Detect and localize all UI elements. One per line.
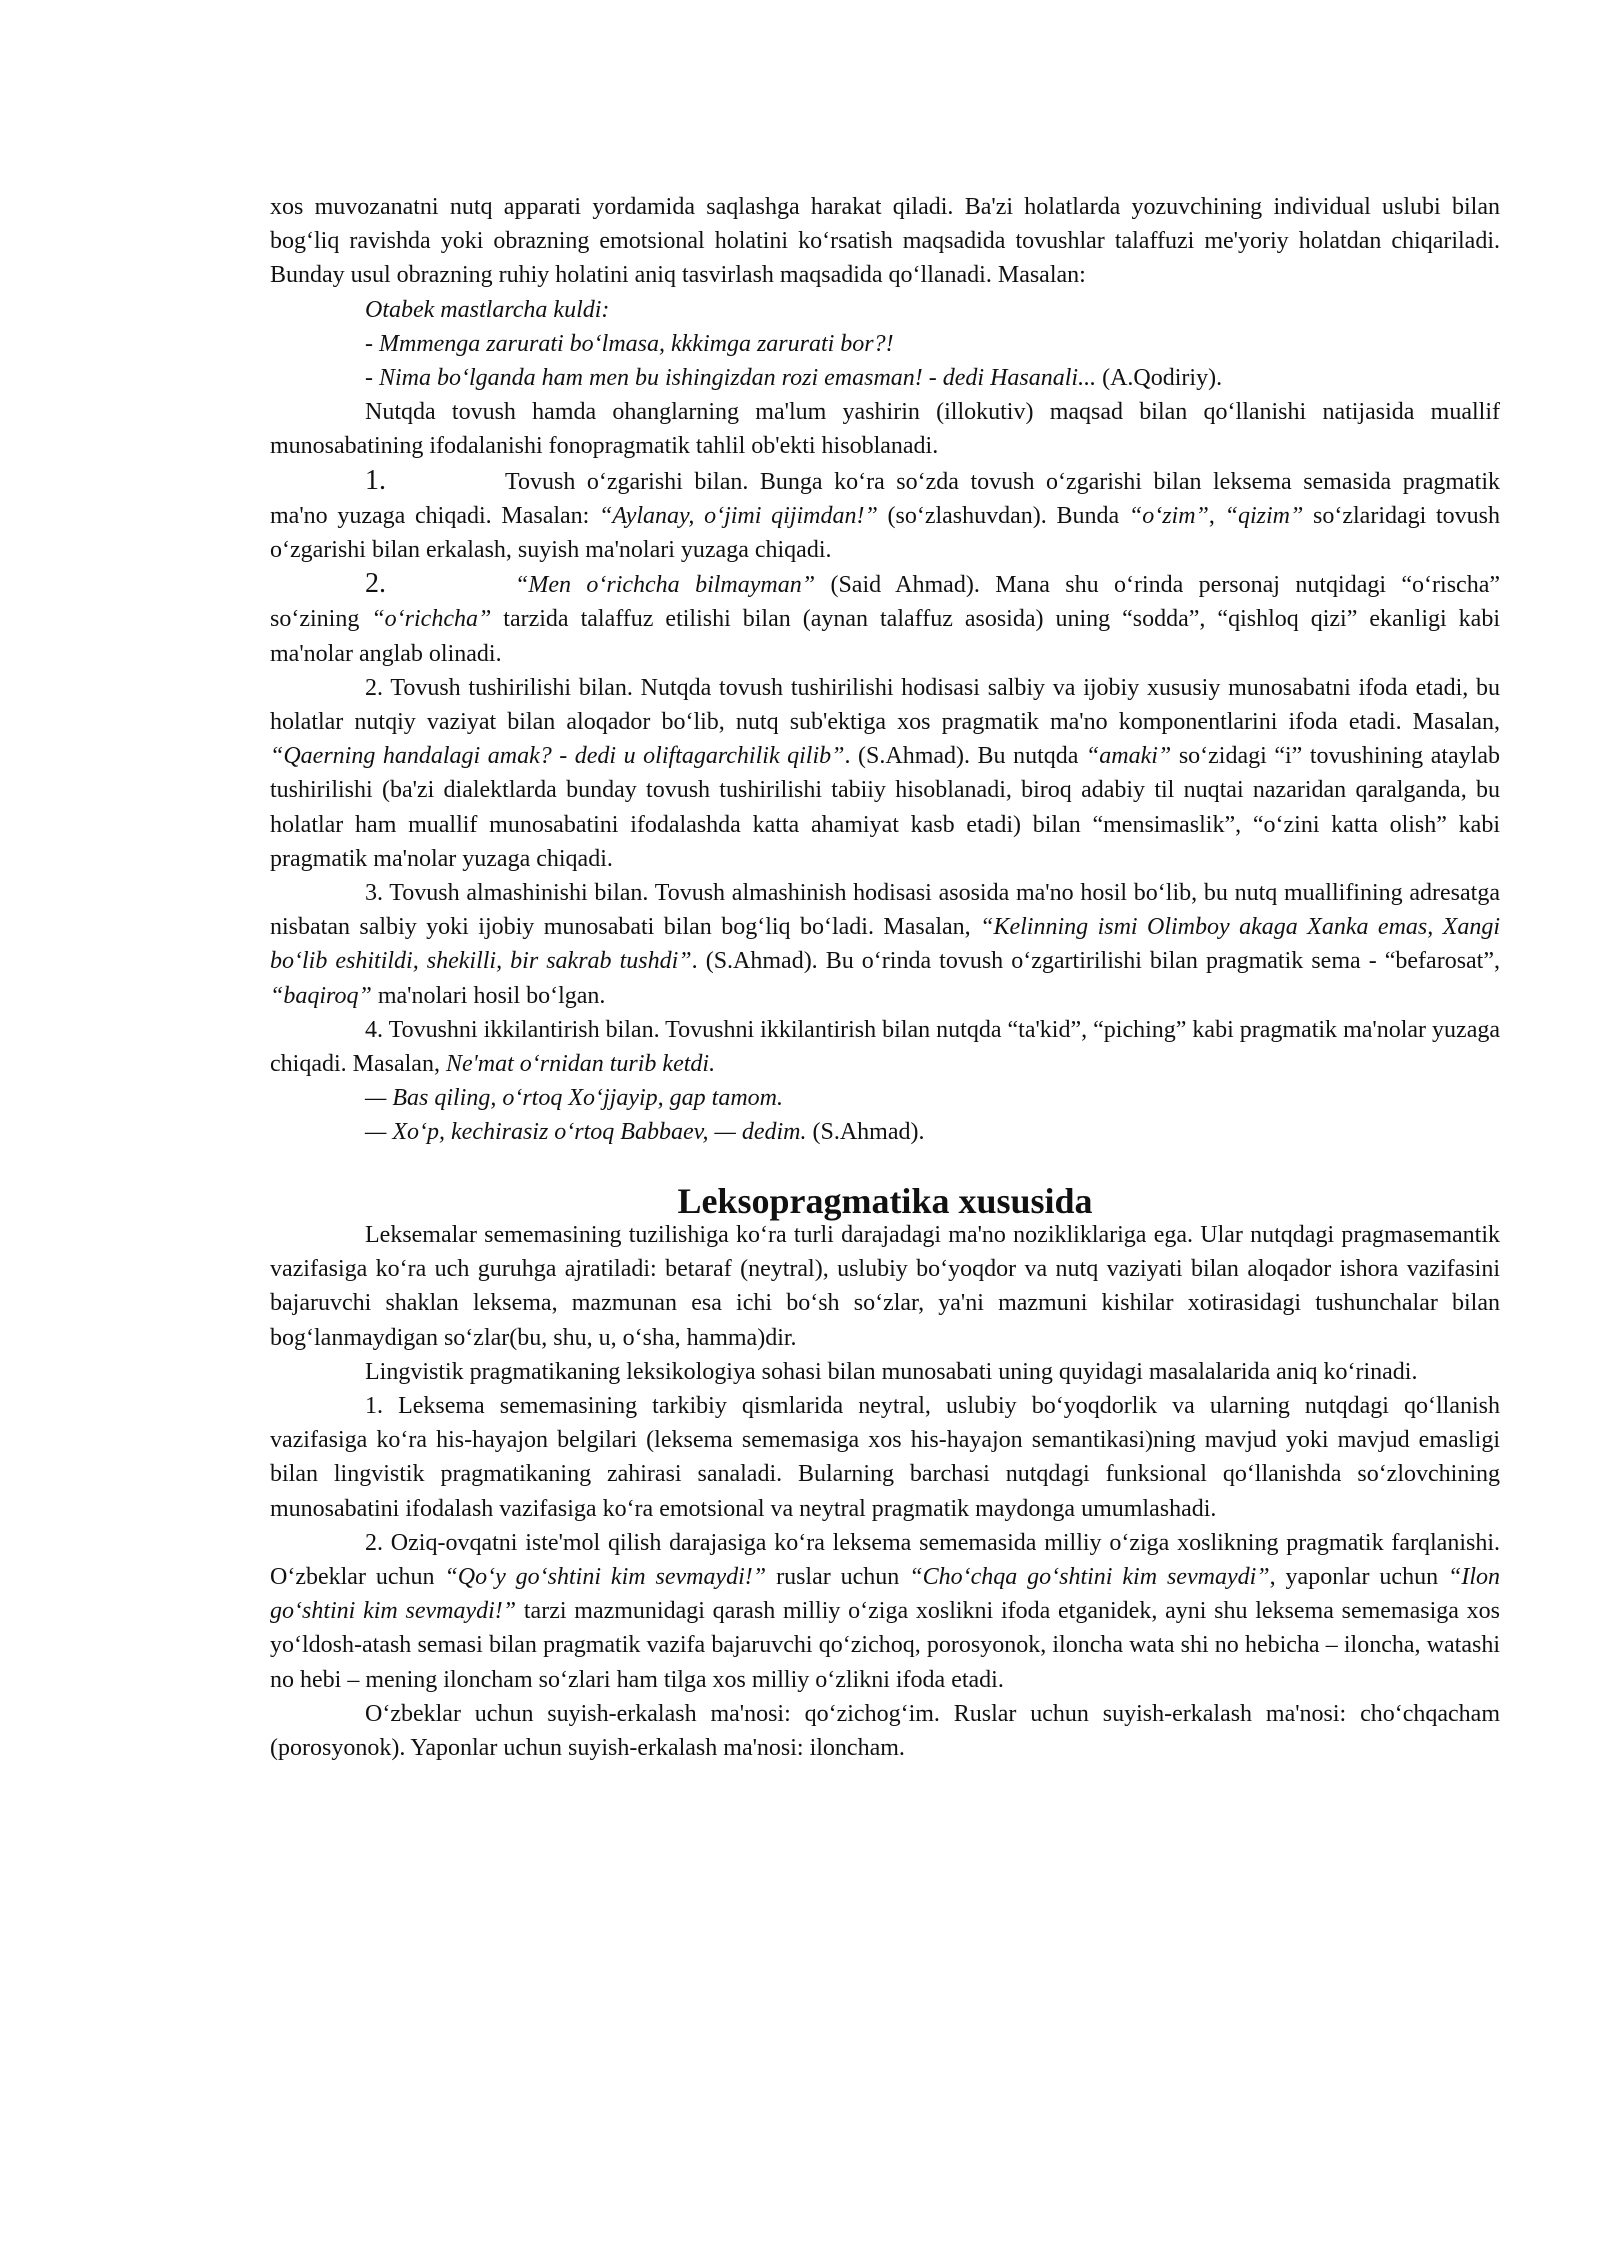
item-text: 2. Oziq-ovqatni iste'mol qilish darajasiga ko‘ra leksema sememasida milliy o‘ziga xoslikning pragmatik farqlanishi. O‘zbeklar uchun (270, 1529, 1500, 1590)
item-text: so‘zlaridagi tovush o‘zgarishi bilan erkalash, suyish ma'nolari yuzaga chiqadi. (270, 502, 1501, 564)
paragraph-suyish: O‘zbeklar uchun suyish-erkalash ma'nosi: qo‘zichog‘im. Ruslar uchun suyish-erkalash ma'nosi: cho‘chqacham (porosyonok). Yaponlar uchun suyish-erkalash ma'nosi: iloncham. (270, 1700, 1500, 1761)
item-text: ma'nolari hosil bo‘lgan. (371, 982, 606, 1009)
item-text: ruslar uchun (766, 1563, 910, 1590)
item-text: . (S.Ahmad). Bu nutqda (844, 743, 1086, 770)
item-quote: “Kelinning ismi Olimboy akaga Xanka emas, Xangi bo‘lib eshitildi, shekilli, bir sakrab tushdi” (270, 914, 1501, 975)
example-quote: — Xo‘p, kechirasiz o‘rtoq Babbaev, — dedim. (365, 1119, 807, 1146)
paragraph-point-1: 1. Leksema sememasining tarkibiy qismlarida neytral, uslubiy bo‘yoqdorlik va ularning nutqdagi qo‘llanish vazifasiga ko‘ra his-hayajon belgilari (leksema sememasiga xos his-hayajon semantikasi)ning mavjud yoki mavjud emasligi bilan lingvistik pragmatikaning zahirasi sanaladi. Bularning barchasi nutqdagi funksional qo‘llanishda so‘zlovchining munosabatini ifodalash vazifasiga ko‘ra emotsional va neytral pragmatik maydonga umumlashadi. (270, 1392, 1500, 1522)
item-text: Tovush o‘zgarishi bilan. Bunga ko‘ra so‘zda tovush o‘zgarishi bilan leksema semasida pragmatik ma'no yuzaga chiqadi. Masalan: (270, 468, 1500, 529)
item-text: so‘zidagi “i” tovushining ataylab tushirilishi (ba'zi dialektlarda bunday tovush tushirilishi tabiiy hisoblanadi, biroq adabiy til nuqtai nazaridan qaralganda, bu holatlar ham muallif munosabatini ifodalashda katta ahamiyat kasb etadi) bilan “mensimaslik”, “o‘zini katta olish” kabi pragmatik ma'nolar yuzaga chiqadi. (270, 743, 1500, 872)
item-text: , (1208, 502, 1225, 529)
item-text: . (S.Ahmad). Bu o‘rinda tovush o‘zgartirilishi bilan pragmatik sema - “befarosat”, (691, 948, 1501, 975)
paragraph-lingvistik: Lingvistik pragmatikaning leksikologiya sohasi bilan munosabati uning quyidagi masalalarida aniq ko‘rinadi. (365, 1358, 1418, 1385)
item-text: tarzida talaffuz etilishi bilan (aynan talaffuz asosida) uning “sodda”, “qishloq qizi” ekanligi kabi ma'nolar anglab olinadi. (270, 606, 1500, 667)
list-number: 2. (365, 568, 386, 600)
item-quote: “o‘richcha” (371, 606, 492, 633)
item-text: (so‘zlashuvdan). Bunda (877, 502, 1129, 529)
document-page (270, 190, 1500, 1765)
item-text: , yaponlar uchun (1269, 1563, 1449, 1590)
paragraph-leksemalar: Leksemalar sememasining tuzilishiga ko‘ra turli darajadagi ma'no nozikliklariga ega. Ular nutqdagi pragmasemantik vazifasiga ko‘ra uch guruhga ajratiladi: betaraf (neytral), uslubiy bo‘yoqdor va nutq vaziyati bilan aloqador ishora vazifasini bajaruvchi shaklan leksema, mazmunan esa ichi bo‘sh so‘zlar, ya'ni mazmuni kishilar xotirasidagi tushunchalar bilan bog‘lanmaydigan so‘zlar(bu, shu, u, o‘sha, hamma)dir. (270, 1221, 1500, 1351)
example-source: (A.Qodiriy). (1096, 365, 1223, 392)
item-quote: “Qo‘y go‘shtini kim sevmaydi!” (444, 1563, 767, 1590)
item-text: 3. Tovush almashinishi bilan. Tovush almashinish hodisasi asosida ma'no hosil bo‘lib, bu nutq muallifining adresatga nisbatan salbiy yoki ijobiy munosabati bilan bog‘liq bo‘ladi. Masalan, (270, 880, 1500, 941)
item-quote: “Aylanay, o‘jimi qijimdan!” (599, 502, 878, 529)
example-line-3 (270, 361, 1500, 395)
item-quote: “Ilon go‘shtini kim sevmaydi!” (270, 1563, 1501, 1625)
item-quote: “qizim” (1224, 502, 1304, 529)
item-quote: Ne'mat o‘rnidan turib ketdi. (445, 1051, 716, 1078)
list-item-1 (270, 464, 1500, 568)
paragraph-intro: xos muvozanatni nutq apparati yordamida saqlashga harakat qiladi. Ba'zi holatlarda yozuvchining individual uslubi bilan bog‘liq ravishda yoki obrazning emotsional holatini ko‘rsatish maqsadida tovushlar talaffuzi me'yoriy holatdan chiqariladi. Bunday usul obrazning ruhiy holatini aniq tasvirlash maqsadida qo‘llanadi. Masalan: (270, 194, 1500, 289)
list-item-2 (270, 567, 1500, 671)
item-quote: “Cho‘chqa go‘shtini kim sevmaydi” (909, 1563, 1270, 1590)
item-quote: “Men o‘richcha bilmayman” (515, 572, 816, 599)
item-text: (Said Ahmad). Mana shu o‘rinda personaj nutqidagi “o‘rischa” so‘zining (270, 572, 1500, 633)
list-number: 1. (365, 464, 386, 496)
example-line-5 (270, 1115, 1500, 1149)
item-quote: “o‘zim” (1128, 502, 1209, 529)
section-heading: Leksopragmatika xususida (677, 1180, 1093, 1221)
item-quote: “baqiroq” (270, 982, 372, 1009)
item-text: 4. Tovushni ikkilantirish bilan. Tovushni ikkilantirish bilan nutqda “ta'kid”, “piching” kabi pragmatik ma'nolar yuzaga chiqadi. Masalan, (270, 1016, 1500, 1078)
item-text: tarzi mazmunidagi qarash milliy o‘ziga xoslikni ifoda etganidek, ayni shu leksema sememasiga xos yo‘ldosh-atash semasi bilan pragmatik vazifa bajaruvchi qo‘zichoq, porosyonok, iloncha wata shi no hebicha – iloncha, watashi no hebi – mening iloncham so‘zlari ham tilga xos milliy o‘zlikni ifoda etadi. (270, 1598, 1501, 1693)
paragraph-fonopragmatik: Nutqda tovush hamda ohanglarning ma'lum yashirin (illokutiv) maqsad bilan qo‘llanishi natijasida muallif munosabatining ifodalanishi fonopragmatik tahlil ob'ekti hisoblanadi. (270, 399, 1500, 460)
paragraph-tovush-almashinishi (270, 876, 1500, 1013)
item-quote: “Qaerning handalagi amak? - dedi u oliftagarchilik qilib” (270, 743, 845, 770)
paragraph-ikkilantirish (270, 1013, 1500, 1081)
example-source: (S.Ahmad). (806, 1119, 925, 1146)
example-line-4: — Bas qiling, o‘rtoq Xo‘jjayip, gap tamom. (365, 1085, 783, 1112)
item-quote: “amaki” (1085, 743, 1172, 770)
example-quote: - Nima bo‘lganda ham men bu ishingizdan rozi emasman! - dedi Hasanali... (365, 365, 1097, 392)
example-line-1: Otabek mastlarcha kuldi: (365, 296, 610, 323)
paragraph-point-2 (270, 1526, 1500, 1697)
item-text: 2. Tovush tushirilishi bilan. Nutqda tovush tushirilishi hodisasi salbiy va ijobiy xususiy munosabatni ifoda etadi, bu holatlar nutqiy vaziyat bilan aloqador bo‘lib, nutq sub'ektiga xos pragmatik ma'no komponentlarini ifoda etadi. Masalan, (270, 674, 1500, 736)
example-line-2: - Mmmenga zarurati bo‘lmasa, kkkimga zarurati bor?! (365, 330, 894, 357)
paragraph-tovush-tushirilishi (270, 671, 1500, 876)
